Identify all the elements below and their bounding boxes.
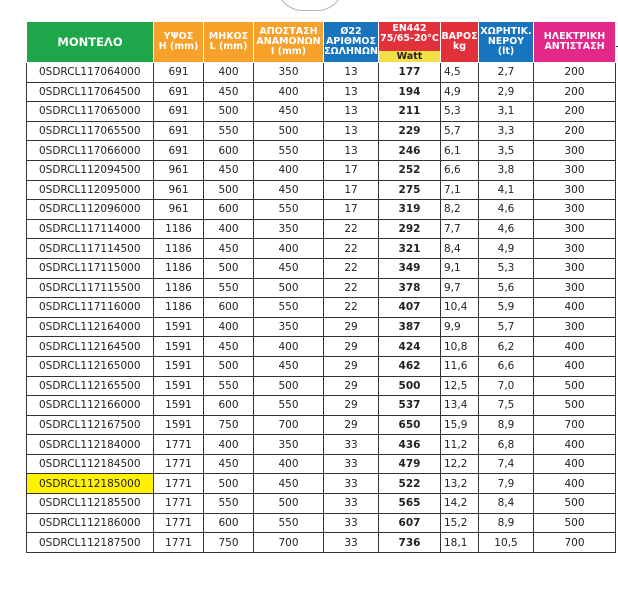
cell-capacity: 5,3 [479,258,534,278]
cell-height: 1186 [154,219,204,239]
cell-resistance: 200 [534,82,616,102]
cell-capacity: 6,6 [479,356,534,376]
cell-weight: 9,1 [441,258,479,278]
cell-length: 400 [204,317,254,337]
cell-weight: 13,2 [441,474,479,494]
cell-model-code: 0SDRCL117114000 [27,219,154,239]
cell-height: 1186 [154,258,204,278]
cell-distance: 350 [254,63,324,83]
cell-weight: 12,5 [441,376,479,396]
cell-tubes: 17 [324,200,379,220]
cell-height: 691 [154,121,204,141]
cell-height: 1591 [154,356,204,376]
cell-model-code: 0SDRCL112185000 [27,474,154,494]
cell-length: 550 [204,278,254,298]
cell-watt: 537 [379,396,441,416]
cell-resistance: 300 [534,180,616,200]
header-capacity-line1: ΧΩΡΗΤΙΚ. [480,26,532,37]
table-row [27,102,616,122]
cell-weight: 14,2 [441,494,479,514]
cell-weight: 15,9 [441,415,479,435]
cell-capacity: 6,8 [479,435,534,455]
cell-model-code: 0SDRCL112184000 [27,435,154,455]
header-weight-line2: kg [452,41,467,52]
cell-model-code: 0SDRCL112095000 [27,180,154,200]
cell-resistance: 300 [534,160,616,180]
table-row [27,494,616,514]
cell-length: 450 [204,454,254,474]
cell-weight: 5,3 [441,102,479,122]
cell-capacity: 7,5 [479,396,534,416]
header-weight-line1: ΒΑΡΟΣ [441,31,478,42]
cell-capacity: 4,1 [479,180,534,200]
cell-length: 500 [204,102,254,122]
cell-height: 1591 [154,317,204,337]
cell-height: 1771 [154,494,204,514]
cell-model-code: 0SDRCL117064500 [27,82,154,102]
cell-length: 550 [204,121,254,141]
cell-model-code: 0SDRCL112165000 [27,356,154,376]
header-tubes-line1: Ø22 [340,26,362,37]
cell-height: 1186 [154,298,204,318]
cell-weight: 9,7 [441,278,479,298]
cell-capacity: 3,8 [479,160,534,180]
cell-watt: 565 [379,494,441,514]
table-row [27,317,616,337]
header-en442-line1: EN442 [392,23,427,34]
cell-resistance: 400 [534,337,616,357]
cell-weight: 15,2 [441,513,479,533]
cell-distance: 500 [254,278,324,298]
cell-capacity: 7,9 [479,474,534,494]
cell-tubes: 29 [324,376,379,396]
table-row [27,82,616,102]
cell-length: 600 [204,396,254,416]
cell-resistance: 300 [534,239,616,259]
cell-watt: 500 [379,376,441,396]
cell-length: 450 [204,82,254,102]
table-row [27,376,616,396]
header-length [204,22,254,63]
cell-watt: 275 [379,180,441,200]
cell-distance: 550 [254,141,324,161]
table-row [27,396,616,416]
cell-watt: 252 [379,160,441,180]
header-tubes-line2: ΑΡΙΘΜΟΣ [326,36,376,47]
cell-weight: 6,1 [441,141,479,161]
cell-capacity: 5,6 [479,278,534,298]
cell-length: 500 [204,180,254,200]
table-row [27,435,616,455]
cell-height: 1591 [154,376,204,396]
cell-tubes: 29 [324,396,379,416]
header-resistance-line1: ΗΛΕΚΤΡΙΚΗ [543,31,606,42]
cell-capacity: 4,6 [479,219,534,239]
table-row [27,180,616,200]
cell-length: 450 [204,160,254,180]
header-weight [441,22,479,63]
table-row [27,474,616,494]
header-resistance [534,22,616,63]
cell-length: 400 [204,435,254,455]
cell-weight: 7,7 [441,219,479,239]
table-row [27,356,616,376]
cell-weight: 7,1 [441,180,479,200]
cell-distance: 450 [254,258,324,278]
cell-model-code: 0SDRCL117066000 [27,141,154,161]
cell-resistance: 300 [534,141,616,161]
cell-tubes: 22 [324,239,379,259]
cell-tubes: 33 [324,435,379,455]
cell-weight: 6,6 [441,160,479,180]
cell-model-code: 0SDRCL112185500 [27,494,154,514]
table-row [27,239,616,259]
cell-watt: 479 [379,454,441,474]
cell-capacity: 10,5 [479,533,534,553]
cell-height: 1771 [154,533,204,553]
cell-watt: 407 [379,298,441,318]
cell-length: 400 [204,63,254,83]
cell-model-code: 0SDRCL112184500 [27,454,154,474]
table-row [27,454,616,474]
cell-length: 600 [204,200,254,220]
header-row [27,22,616,63]
cell-length: 750 [204,533,254,553]
cell-tubes: 13 [324,121,379,141]
cell-resistance: 300 [534,258,616,278]
cell-resistance: 500 [534,376,616,396]
cell-model-code: 0SDRCL112167500 [27,415,154,435]
cell-resistance: 200 [534,102,616,122]
cell-resistance: 700 [534,415,616,435]
cell-capacity: 3,1 [479,102,534,122]
cell-weight: 8,2 [441,200,479,220]
cell-height: 691 [154,82,204,102]
cell-resistance: 300 [534,200,616,220]
cell-distance: 550 [254,396,324,416]
cell-height: 691 [154,63,204,83]
cell-resistance: 400 [534,474,616,494]
cell-distance: 550 [254,513,324,533]
cell-model-code: 0SDRCL112096000 [27,200,154,220]
header-en442 [379,22,441,63]
table-row [27,141,616,161]
header-en442-line2: 75/65-20°C [380,33,439,44]
header-capacity-line3: (lt) [497,46,515,57]
cell-distance: 700 [254,533,324,553]
header-height-line1: ΥΨΟΣ [163,31,194,42]
cell-capacity: 2,7 [479,63,534,83]
cell-height: 1771 [154,454,204,474]
header-tubes [324,22,379,63]
cell-model-code: 0SDRCL112164000 [27,317,154,337]
cell-model-code: 0SDRCL117114500 [27,239,154,259]
cell-model-code: 0SDRCL112165500 [27,376,154,396]
cell-height: 1771 [154,474,204,494]
cell-tubes: 33 [324,513,379,533]
cell-resistance: 500 [534,513,616,533]
cell-watt: 319 [379,200,441,220]
cell-watt: 387 [379,317,441,337]
cell-resistance: 700 [534,533,616,553]
cell-weight: 4,5 [441,63,479,83]
cell-distance: 350 [254,317,324,337]
cell-weight: 10,4 [441,298,479,318]
header-watt: Watt [379,51,440,62]
header-distance-line1: ΑΠΟΣΤΑΣΗ [259,26,318,37]
header-distance-line3: I (mm) [270,46,307,57]
cell-model-code: 0SDRCL112166000 [27,396,154,416]
table-row [27,415,616,435]
cell-tubes: 29 [324,317,379,337]
cell-tubes: 22 [324,278,379,298]
cell-model-code: 0SDRCL117064000 [27,63,154,83]
cell-distance: 500 [254,494,324,514]
cell-model-code: 0SDRCL112164500 [27,337,154,357]
cell-weight: 5,7 [441,121,479,141]
cell-resistance: 300 [534,219,616,239]
header-resistance-line2: ΑΝΤΙΣΤΑΣΗ [544,41,605,52]
cell-distance: 400 [254,160,324,180]
cell-model-code: 0SDRCL117115000 [27,258,154,278]
cell-resistance: 500 [534,396,616,416]
cell-distance: 450 [254,102,324,122]
header-distance-line2: ΑΝΑΜΟΝΩΝ [256,36,321,47]
cell-model-code: 0SDRCL117116000 [27,298,154,318]
cell-distance: 550 [254,200,324,220]
cell-resistance: 400 [534,356,616,376]
cell-length: 500 [204,474,254,494]
cell-resistance: 200 [534,63,616,83]
cell-capacity: 7,4 [479,454,534,474]
cell-weight: 18,1 [441,533,479,553]
cell-distance: 400 [254,82,324,102]
cell-distance: 400 [254,239,324,259]
header-capacity [479,22,534,63]
table-row [27,121,616,141]
cell-tubes: 33 [324,474,379,494]
cell-resistance: 500 [534,494,616,514]
table-row [27,63,616,83]
cell-tubes: 13 [324,82,379,102]
cell-distance: 350 [254,219,324,239]
cell-watt: 736 [379,533,441,553]
radiator-spec-table [26,21,616,553]
header-distance [254,22,324,63]
cell-weight: 13,4 [441,396,479,416]
cell-height: 961 [154,200,204,220]
table-row [27,219,616,239]
cell-distance: 350 [254,435,324,455]
cell-tubes: 22 [324,298,379,318]
header-length-line2: L (mm) [209,41,248,52]
header-en442-top [379,22,440,51]
cell-distance: 450 [254,474,324,494]
table-row [27,258,616,278]
cell-length: 750 [204,415,254,435]
cell-height: 691 [154,102,204,122]
cell-distance: 450 [254,356,324,376]
cell-weight: 9,9 [441,317,479,337]
cell-distance: 700 [254,415,324,435]
table-row [27,513,616,533]
cell-weight: 11,6 [441,356,479,376]
cell-height: 1771 [154,435,204,455]
cell-watt: 321 [379,239,441,259]
cell-distance: 400 [254,454,324,474]
cell-length: 600 [204,141,254,161]
cell-height: 1771 [154,513,204,533]
cell-resistance: 200 [534,121,616,141]
cell-length: 450 [204,337,254,357]
cell-distance: 450 [254,180,324,200]
cell-model-code: 0SDRCL117065500 [27,121,154,141]
cell-weight: 11,2 [441,435,479,455]
header-height-line2: H (mm) [158,41,199,52]
cell-watt: 349 [379,258,441,278]
cell-capacity: 8,9 [479,513,534,533]
cell-model-code: 0SDRCL117115500 [27,278,154,298]
cell-length: 600 [204,513,254,533]
cell-weight: 8,4 [441,239,479,259]
cell-model-code: 0SDRCL112186000 [27,513,154,533]
cell-resistance: 300 [534,278,616,298]
cell-capacity: 5,9 [479,298,534,318]
cell-watt: 522 [379,474,441,494]
cell-length: 400 [204,219,254,239]
cell-watt: 650 [379,415,441,435]
table-row [27,278,616,298]
header-tubes-line3: ΣΩΛΗΝΩΝ [324,46,378,57]
cell-tubes: 33 [324,494,379,514]
cell-distance: 400 [254,337,324,357]
cell-tubes: 17 [324,180,379,200]
cell-resistance: 400 [534,454,616,474]
cell-distance: 500 [254,121,324,141]
cell-watt: 378 [379,278,441,298]
cell-watt: 229 [379,121,441,141]
cell-watt: 436 [379,435,441,455]
table-row [27,298,616,318]
cell-resistance: 400 [534,298,616,318]
cell-distance: 500 [254,376,324,396]
cell-height: 1186 [154,278,204,298]
table-body [27,63,616,553]
cell-tubes: 29 [324,337,379,357]
cell-watt: 194 [379,82,441,102]
header-height [154,22,204,63]
cell-resistance: 400 [534,435,616,455]
cell-watt: 246 [379,141,441,161]
top-arc-decoration [276,0,344,11]
cell-weight: 12,2 [441,454,479,474]
cell-weight: 10,8 [441,337,479,357]
cell-length: 500 [204,258,254,278]
cell-resistance: 300 [534,317,616,337]
cell-watt: 424 [379,337,441,357]
cell-height: 1186 [154,239,204,259]
cell-watt: 292 [379,219,441,239]
cell-length: 450 [204,239,254,259]
cell-height: 1591 [154,396,204,416]
table-row [27,337,616,357]
cell-height: 1591 [154,415,204,435]
cell-capacity: 5,7 [479,317,534,337]
cell-tubes: 22 [324,258,379,278]
table-row [27,533,616,553]
cell-capacity: 7,0 [479,376,534,396]
cell-tubes: 33 [324,454,379,474]
cell-length: 550 [204,494,254,514]
cell-length: 600 [204,298,254,318]
cell-model-code: 0SDRCL112094500 [27,160,154,180]
cell-capacity: 8,4 [479,494,534,514]
cell-distance: 550 [254,298,324,318]
cell-height: 961 [154,160,204,180]
cell-capacity: 4,9 [479,239,534,259]
table-row [27,160,616,180]
cell-height: 691 [154,141,204,161]
cell-length: 500 [204,356,254,376]
cell-model-code: 0SDRCL117065000 [27,102,154,122]
cell-capacity: 4,6 [479,200,534,220]
cell-weight: 4,9 [441,82,479,102]
header-length-line1: ΜΗΚΟΣ [208,31,249,42]
cell-height: 961 [154,180,204,200]
cell-capacity: 6,2 [479,337,534,357]
cell-tubes: 29 [324,415,379,435]
cell-capacity: 3,3 [479,121,534,141]
cell-watt: 211 [379,102,441,122]
cell-tubes: 29 [324,356,379,376]
cell-watt: 177 [379,63,441,83]
cell-watt: 607 [379,513,441,533]
cell-capacity: 2,9 [479,82,534,102]
cell-tubes: 13 [324,102,379,122]
cell-length: 550 [204,376,254,396]
cell-tubes: 33 [324,533,379,553]
cell-tubes: 22 [324,219,379,239]
cell-capacity: 8,9 [479,415,534,435]
cell-tubes: 13 [324,63,379,83]
cell-capacity: 3,5 [479,141,534,161]
cell-watt: 462 [379,356,441,376]
header-model: ΜΟΝΤΕΛΟ [27,22,154,63]
header-capacity-line2: ΝΕΡΟΥ [487,36,525,47]
cell-tubes: 13 [324,141,379,161]
cell-model-code: 0SDRCL112187500 [27,533,154,553]
cell-tubes: 17 [324,160,379,180]
cell-height: 1591 [154,337,204,357]
table-row [27,200,616,220]
